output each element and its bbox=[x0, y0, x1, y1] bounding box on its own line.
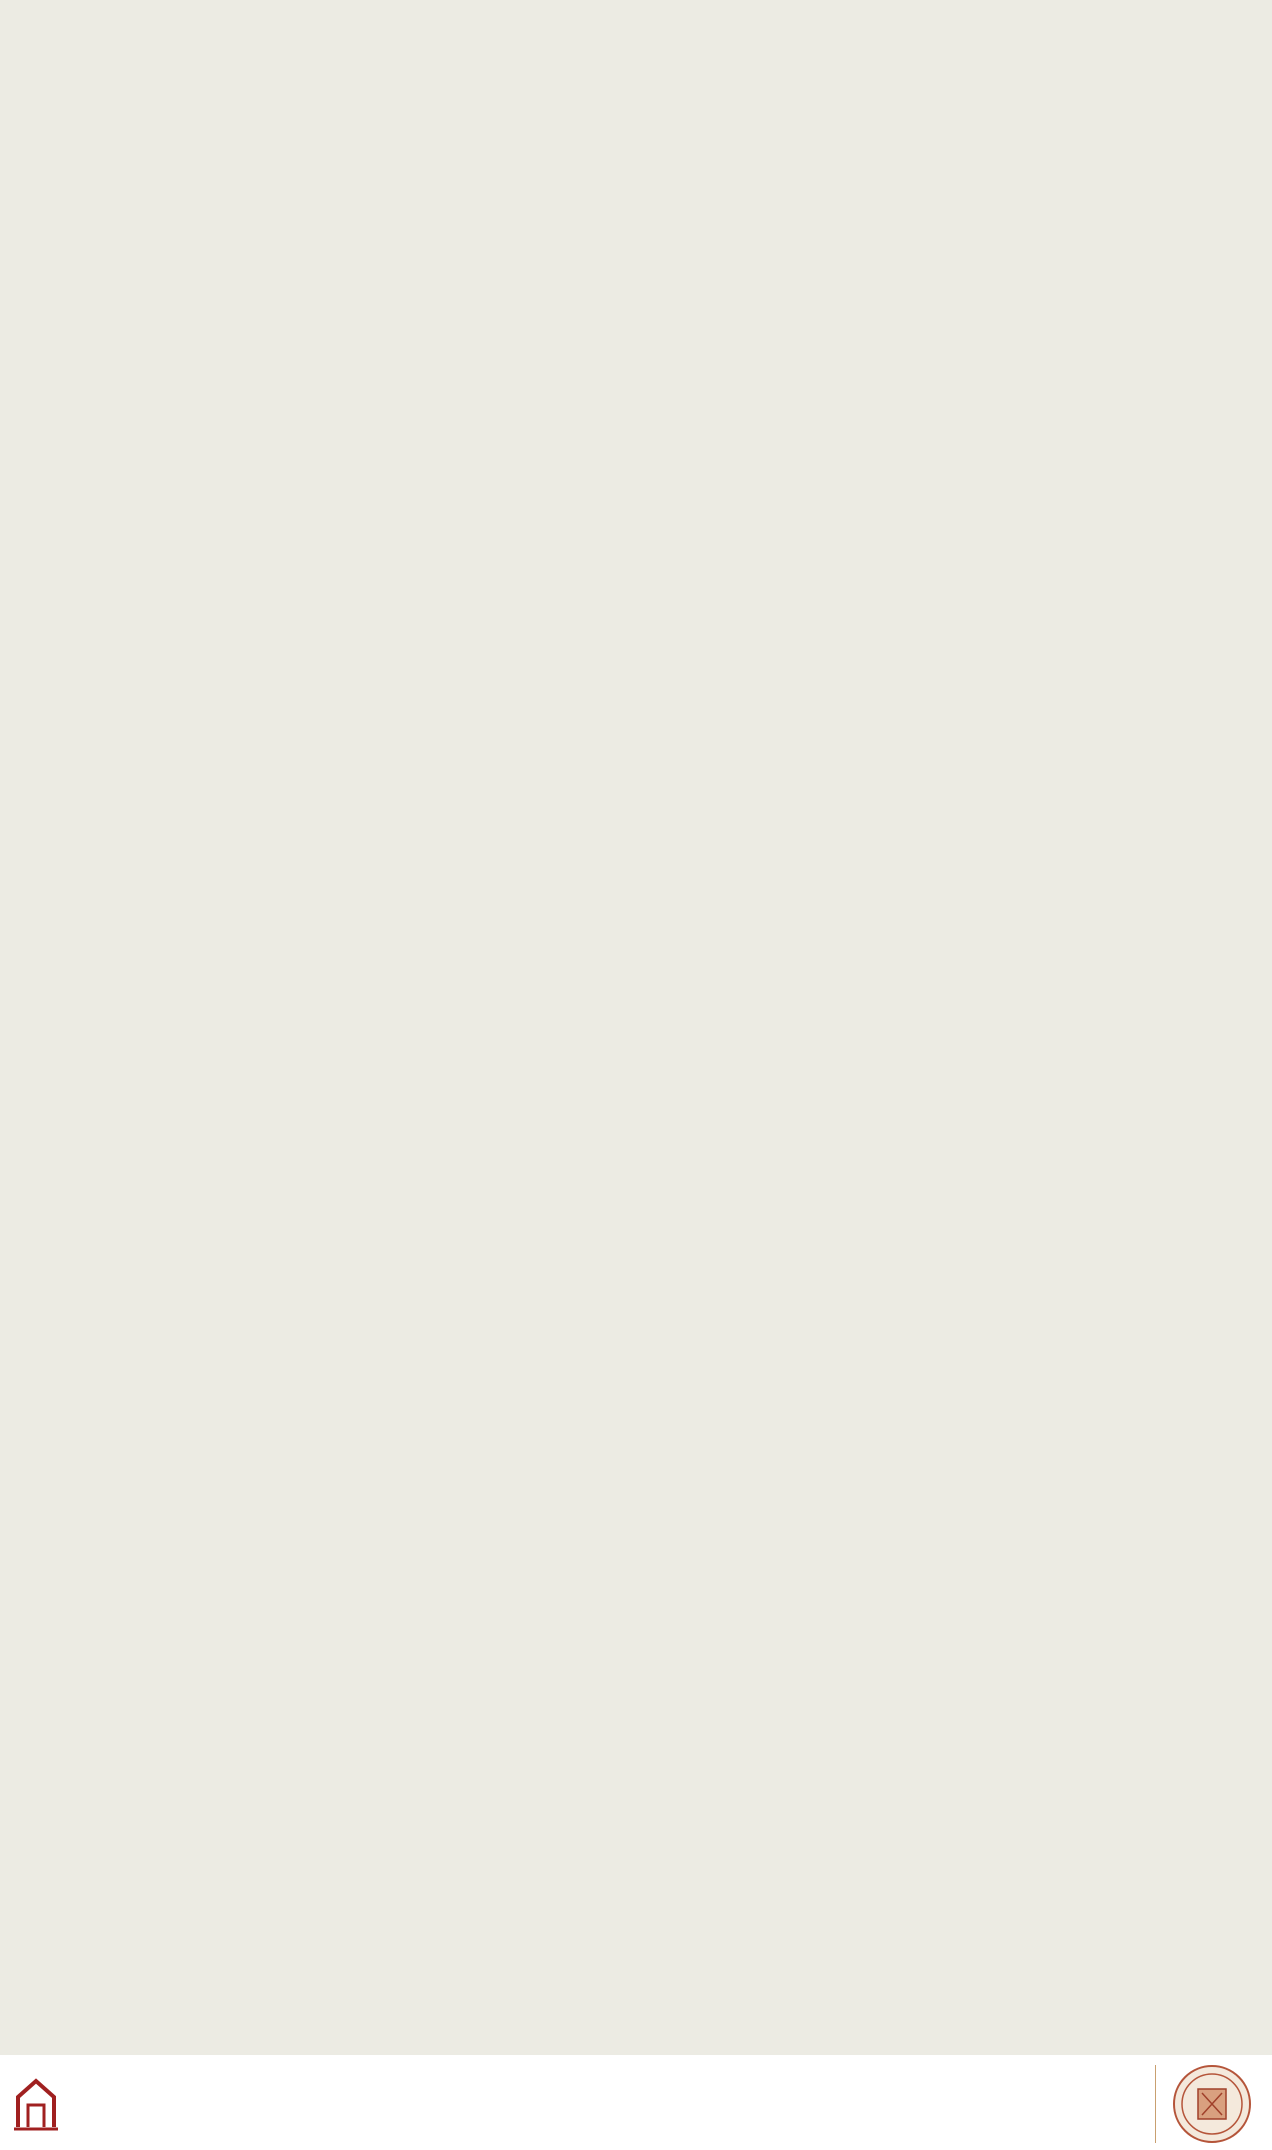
sponsor-text bbox=[985, 2061, 1135, 2071]
footer-bar bbox=[0, 2055, 1272, 2150]
university-library-logo-icon bbox=[12, 2073, 60, 2133]
footer-divider bbox=[1155, 2065, 1156, 2143]
university-seal-icon bbox=[1168, 2063, 1256, 2145]
